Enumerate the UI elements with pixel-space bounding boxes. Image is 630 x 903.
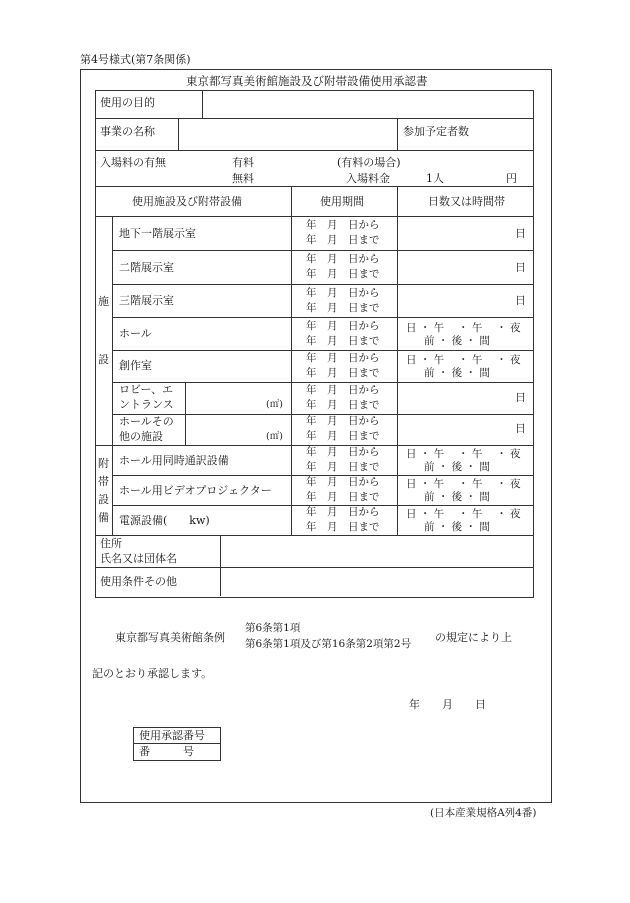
approval-clause-1: 第6条第1項 bbox=[245, 622, 301, 634]
purpose-label: 使用の目的 bbox=[100, 96, 155, 109]
period-from: 年 月 日から bbox=[306, 415, 380, 427]
business-name-label: 事業の名称 bbox=[100, 125, 155, 138]
period-to: 年 月 日まで bbox=[306, 302, 380, 314]
row-name: 地下一階展示室 bbox=[119, 227, 196, 240]
time-slot: 日 ・ 午 ・ 午 ・ 夜 bbox=[406, 322, 521, 334]
participants-label: 参加予定者数 bbox=[403, 125, 469, 138]
row-name: ホールその bbox=[119, 415, 174, 428]
time-slot: 日 ・ 午 ・ 午 ・ 夜 bbox=[406, 354, 521, 366]
conditions-label: 使用条件その他 bbox=[100, 575, 177, 588]
row-name: 他の施設 bbox=[119, 430, 163, 443]
row-unit: (㎡) bbox=[266, 431, 283, 442]
period-from: 年 月 日から bbox=[306, 446, 380, 458]
address-label: 住所 bbox=[100, 537, 122, 550]
period-from: 年 月 日から bbox=[306, 352, 380, 364]
side-label-equipment-3: 設 bbox=[98, 493, 109, 506]
row-name: ホール bbox=[119, 327, 152, 340]
time-slot: 日 ・ 午 ・ 午 ・ 夜 bbox=[406, 448, 521, 460]
form-number: 第4号様式(第7条関係) bbox=[80, 53, 191, 66]
time-slot: 前 ・ 後 ・ 間 bbox=[424, 335, 490, 347]
admission-if-paid: (有料の場合) bbox=[337, 156, 401, 169]
period-to: 年 月 日まで bbox=[306, 268, 380, 280]
time-slot: 前 ・ 後 ・ 間 bbox=[424, 491, 490, 503]
day-unit: 日 bbox=[515, 261, 526, 274]
time-slot: 日 ・ 午 ・ 午 ・ 夜 bbox=[406, 478, 521, 490]
admission-free: 無料 bbox=[232, 172, 254, 185]
admission-label: 入場料の有無 bbox=[100, 156, 166, 169]
admission-paid: 有料 bbox=[232, 156, 254, 169]
side-label-equipment-1: 附 bbox=[98, 457, 109, 470]
day-unit: 日 bbox=[515, 422, 526, 435]
side-label-facility-2: 設 bbox=[98, 353, 109, 366]
period-to: 年 月 日まで bbox=[306, 461, 380, 473]
approval-ordinance: 東京都写真美術館条例 bbox=[115, 631, 225, 644]
period-from: 年 月 日から bbox=[306, 287, 380, 299]
footer-note: (日本産業規格A列4番) bbox=[430, 807, 537, 819]
period-to: 年 月 日まで bbox=[306, 234, 380, 246]
period-from: 年 月 日から bbox=[306, 384, 380, 396]
form-title: 東京都写真美術館施設及び附帯設備使用承認書 bbox=[186, 74, 428, 88]
period-to: 年 月 日まで bbox=[306, 335, 380, 347]
period-to: 年 月 日まで bbox=[306, 367, 380, 379]
row-name: ホール用ビデオプロジェクター bbox=[119, 484, 272, 497]
period-to: 年 月 日まで bbox=[306, 521, 380, 533]
header-days: 日数又は時間帯 bbox=[428, 195, 505, 208]
day-unit: 日 bbox=[515, 294, 526, 307]
header-facility: 使用施設及び附帯設備 bbox=[132, 195, 242, 208]
side-label-equipment-2: 帯 bbox=[98, 475, 109, 488]
approval-approved: 記のとおり承認します。 bbox=[92, 667, 213, 680]
time-slot: 前 ・ 後 ・ 間 bbox=[424, 521, 490, 533]
period-from: 年 月 日から bbox=[306, 476, 380, 488]
day-unit: 日 bbox=[515, 227, 526, 240]
row-name: 三階展示室 bbox=[119, 294, 174, 307]
row-name: 創作室 bbox=[119, 359, 152, 372]
period-to: 年 月 日まで bbox=[306, 491, 380, 503]
row-name: 二階展示室 bbox=[119, 261, 174, 274]
number-label: 番 号 bbox=[139, 745, 194, 758]
admission-yen: 円 bbox=[506, 172, 517, 185]
side-label-facility-1: 施 bbox=[98, 295, 109, 308]
period-to: 年 月 日まで bbox=[306, 430, 380, 442]
period-from: 年 月 日から bbox=[306, 506, 380, 518]
period-from: 年 月 日から bbox=[306, 219, 380, 231]
row-name: ロビー、エ bbox=[119, 383, 174, 396]
approval-date: 年 月 日 bbox=[409, 698, 486, 711]
side-label-equipment-4: 備 bbox=[98, 511, 109, 524]
period-to: 年 月 日まで bbox=[306, 399, 380, 411]
name-label: 氏名又は団体名 bbox=[100, 552, 177, 565]
approval-provision: の規定により上 bbox=[435, 631, 512, 644]
approval-clause-2: 第6条第1項及び第16条第2項第2号 bbox=[245, 638, 412, 650]
time-slot: 前 ・ 後 ・ 間 bbox=[424, 367, 490, 379]
admission-per-person: 1人 bbox=[426, 172, 444, 185]
period-from: 年 月 日から bbox=[306, 320, 380, 332]
admission-fee-label: 入場料金 bbox=[346, 172, 390, 185]
row-name: ホール用同時通訳設備 bbox=[119, 454, 229, 467]
row-name: 電源設備( kw) bbox=[119, 514, 210, 527]
row-name: ントランス bbox=[119, 398, 174, 411]
header-period: 使用期間 bbox=[320, 195, 364, 208]
time-slot: 前 ・ 後 ・ 間 bbox=[424, 461, 490, 473]
row-unit: (㎡) bbox=[266, 399, 283, 410]
time-slot: 日 ・ 午 ・ 午 ・ 夜 bbox=[406, 508, 521, 520]
day-unit: 日 bbox=[515, 391, 526, 404]
approval-number-label: 使用承認番号 bbox=[139, 729, 205, 742]
period-from: 年 月 日から bbox=[306, 253, 380, 265]
